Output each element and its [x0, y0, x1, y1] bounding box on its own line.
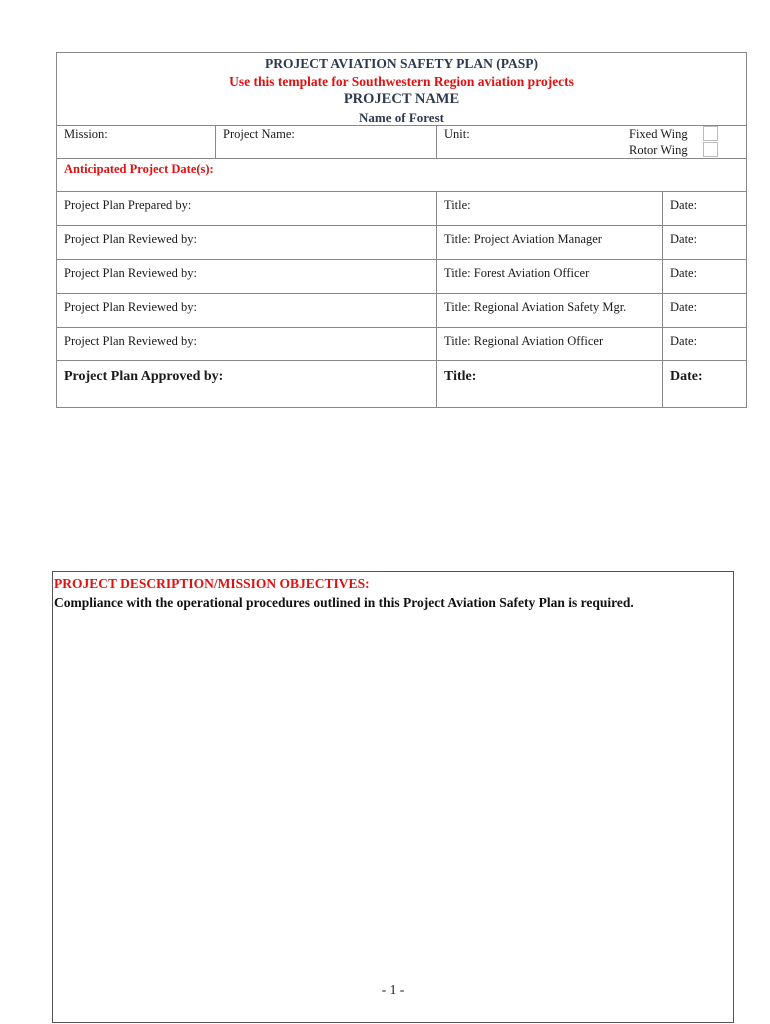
- form-header: [57, 53, 746, 126]
- date-cell[interactable]: Date:: [662, 328, 747, 360]
- title-cell[interactable]: Title:: [436, 192, 663, 225]
- table-row: [57, 328, 746, 361]
- title-cell[interactable]: Title: Forest Aviation Officer: [436, 260, 663, 293]
- unit-field[interactable]: [436, 125, 623, 158]
- rotor-wing-checkbox[interactable]: [703, 142, 718, 157]
- form-title: PROJECT AVIATION SAFETY PLAN (PASP): [264, 56, 539, 71]
- role-cell[interactable]: Project Plan Reviewed by:: [64, 266, 197, 280]
- forest-name-heading: Name of Forest: [359, 110, 444, 125]
- aircraft-type: [623, 125, 747, 158]
- pasp-form: [56, 52, 747, 408]
- date-cell[interactable]: Date:: [662, 294, 747, 327]
- table-row: [57, 226, 746, 260]
- project-name-label: Project Name:: [223, 127, 295, 141]
- date-cell[interactable]: Date:: [662, 260, 747, 293]
- anticipated-dates-row[interactable]: [57, 159, 746, 192]
- table-row: [57, 192, 746, 226]
- title-cell[interactable]: Title: Project Aviation Manager: [436, 226, 663, 259]
- approval-row: [57, 361, 746, 407]
- description-heading: [54, 576, 370, 592]
- project-name-field[interactable]: [215, 125, 437, 158]
- approval-title-cell[interactable]: Title:: [436, 361, 663, 407]
- date-cell[interactable]: Date:: [662, 192, 747, 225]
- anticipated-dates-label: Anticipated Project Date(s):: [64, 162, 214, 176]
- role-cell[interactable]: Project Plan Reviewed by:: [64, 232, 197, 246]
- project-name-heading: PROJECT NAME: [343, 91, 460, 107]
- rotor-wing-label: Rotor Wing: [629, 143, 688, 157]
- template-note: Use this template for Southwestern Region aviation projects: [229, 74, 574, 89]
- role-cell[interactable]: Project Plan Reviewed by:: [64, 334, 197, 348]
- page-number: - 1 -: [381, 982, 405, 997]
- project-description-box[interactable]: [52, 571, 734, 1023]
- role-cell[interactable]: Project Plan Prepared by:: [64, 198, 192, 212]
- compliance-statement: Compliance with the operational procedures outlined in this Project Aviation Safety Plan is required.: [54, 595, 634, 610]
- title-cell[interactable]: Title: Regional Aviation Officer: [436, 328, 663, 360]
- table-row: [57, 260, 746, 294]
- unit-label: Unit:: [444, 127, 470, 141]
- title-cell[interactable]: Title: Regional Aviation Safety Mgr.: [436, 294, 663, 327]
- approved-by-cell[interactable]: Project Plan Approved by:: [64, 369, 224, 384]
- mission-label: Mission:: [64, 127, 108, 141]
- description-heading-suffix: :: [365, 576, 370, 591]
- description-heading-text: PROJECT DESCRIPTION/MISSION OBJECTIVES: [54, 576, 366, 591]
- fixed-wing-checkbox[interactable]: [703, 126, 718, 141]
- approval-date-cell[interactable]: Date:: [662, 361, 747, 407]
- info-row: [57, 125, 746, 159]
- date-cell[interactable]: Date:: [662, 226, 747, 259]
- table-row: [57, 294, 746, 328]
- mission-field[interactable]: [57, 125, 216, 158]
- fixed-wing-label: Fixed Wing: [629, 127, 688, 141]
- role-cell[interactable]: Project Plan Reviewed by:: [64, 300, 197, 314]
